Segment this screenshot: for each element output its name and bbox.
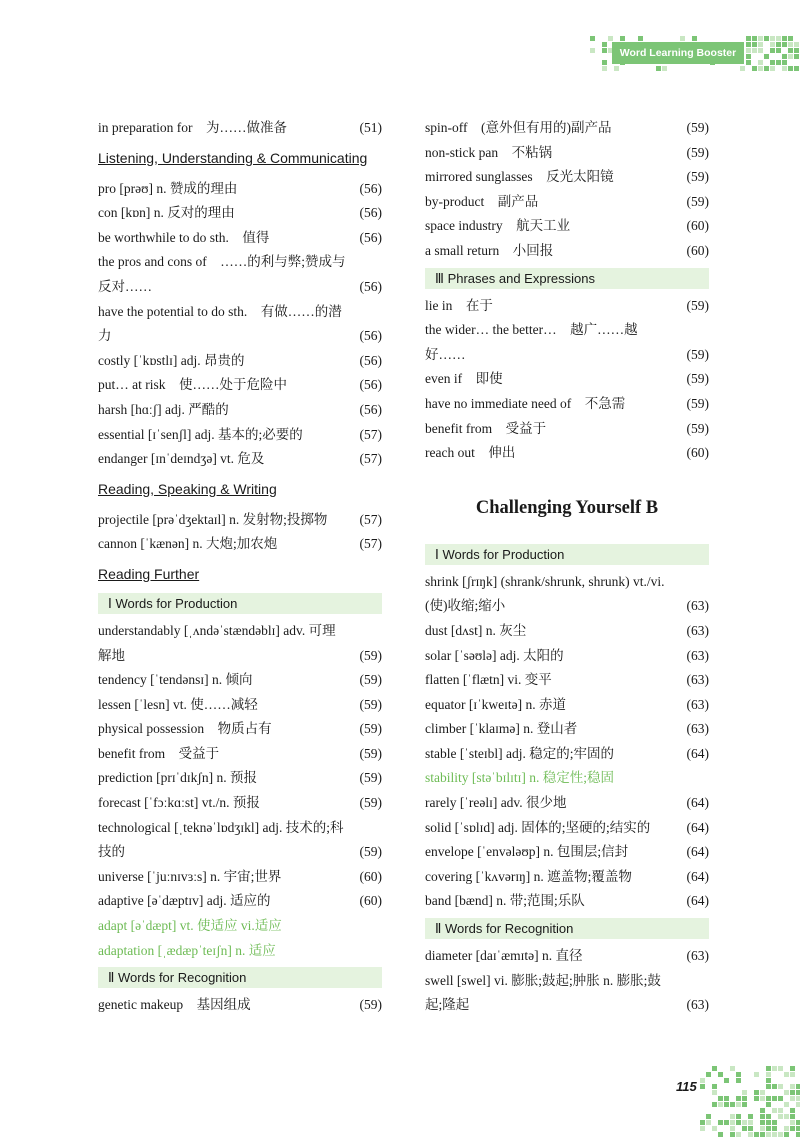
vocab-entry [425,619,709,644]
vocab-entry [98,668,382,693]
entry-page-ref: (59) [686,420,709,436]
vocab-entry [98,993,382,1018]
entry-page-ref: (64) [686,819,709,835]
entry-page-ref: (56) [359,352,382,368]
vocab-entry [425,668,709,693]
entry-page-ref: (59) [686,346,709,362]
entry-text: be worthwhile to do sth. 值得 [98,229,270,245]
vocab-entry [425,693,709,718]
entry-text: put… at risk 使……处于危险中 [98,377,287,393]
entry-text: adaptation [ˌædæpˈteɪʃn] n. 适应 [98,942,276,958]
section-heading: Reading, Speaking & Writing [98,480,277,497]
entry-text: band [bænd] n. 带;范围;乐队 [425,893,585,909]
vocab-entry [98,250,382,299]
entry-page-ref: (59) [686,144,709,160]
entry-page-ref: (59) [686,169,709,185]
entry-text: have no immediate need of 不急需 [425,395,626,411]
entry-page-ref: (63) [686,997,709,1013]
entry-page-ref: (56) [359,229,382,245]
entry-text: in preparation for 为……做准备 [98,120,287,135]
entry-text: adapt [əˈdæpt] vt. 使适应 vi.适应 [98,918,282,934]
vocab-entry [425,742,709,767]
vocab-entry [425,717,709,742]
subsection-bar: Ⅱ Words for Recognition [98,967,382,988]
subsection-bar: Ⅰ Words for Production [425,544,709,565]
entry-text: cannon [ˈkænən] n. 大炮;加农炮 [98,536,278,552]
pixel-decoration-bottom [700,1066,800,1138]
entry-text: technological [ˌteknəˈlɒdʒɪkl] adj. 技术的;科技的 [98,819,344,860]
entry-page-ref: (59) [359,721,382,737]
entry-text: swell [swel] vi. 膨胀;鼓起;肿胀 n. 膨胀;鼓起;隆起 [425,972,661,1013]
entry-page-ref: (59) [359,647,382,663]
entry-text: reach out 伸出 [425,445,516,461]
entry-text: even if 即使 [425,371,503,387]
entry-text: diameter [daɪˈæmɪtə] n. 直径 [425,948,583,964]
entry-text: con [kɒn] n. 反对的理由 [98,205,235,221]
entry-page-ref: (64) [686,745,709,761]
entry-page-ref: (56) [359,401,382,417]
entry-page-ref: (63) [686,672,709,688]
vocab-entry [425,889,709,914]
vocab-entry [98,619,382,668]
entry-text: rarely [ˈreəlɪ] adv. 很少地 [425,795,567,811]
vocab-entry [98,398,382,423]
entry-page-ref: (56) [359,205,382,221]
page-number: 115 [676,1079,697,1094]
vocab-entry [425,190,709,215]
entry-page-ref: (63) [686,598,709,614]
entry-text: solar [ˈsəʊlə] adj. 太阳的 [425,647,564,663]
entry-text: benefit from 受益于 [425,420,547,436]
entry-page-ref: (59) [686,297,709,313]
vocab-entry [425,570,709,619]
entry-text: covering [ˈkʌvərɪŋ] n. 遮盖物;覆盖物 [425,868,632,884]
entry-page-ref: (57) [359,451,382,467]
entry-page-ref: (59) [686,371,709,387]
entry-page-ref: (63) [686,696,709,712]
vocab-entry [98,116,382,141]
entry-page-ref: (59) [686,120,709,135]
entry-page-ref: (63) [686,647,709,663]
entry-page-ref: (51) [359,120,382,135]
vocab-entry [98,447,382,472]
vocab-entry [98,177,382,202]
related-word-entry [98,939,382,964]
section-heading: Reading Further [98,565,200,582]
entry-page-ref: (60) [359,893,382,909]
vocab-entry [425,417,709,442]
vocab-entry [425,441,709,466]
entry-page-ref: (59) [359,696,382,712]
entry-text: genetic makeup 基因组成 [98,997,251,1013]
entry-page-ref: (56) [359,180,382,196]
unit-title: Challenging Yourself B [475,497,659,518]
entry-page-ref: (63) [686,622,709,638]
entry-page-ref: (60) [686,218,709,234]
entry-text: benefit from 受益于 [98,745,220,761]
entry-page-ref: (60) [686,445,709,461]
entry-text: dust [dʌst] n. 灰尘 [425,622,527,638]
entry-page-ref: (56) [359,328,382,344]
entry-page-ref: (57) [359,511,382,527]
entry-text: the wider… the better… 越广……越好…… [425,322,638,362]
vocab-entry [425,791,709,816]
entry-text: forecast [ˈfɔːkɑːst] vt./n. 预报 [98,795,260,811]
entry-text: space industry 航天工业 [425,218,571,234]
left-column [98,116,382,1018]
vocab-entry [425,865,709,890]
subsection-bar: Ⅲ Phrases and Expressions [425,268,709,289]
entry-text: shrink [ʃrɪŋk] (shrank/shrunk, shrunk) vt./vi. (使)收缩;缩小 [425,573,665,614]
entry-text: have the potential to do sth. 有做……的潜力 [98,303,342,344]
entry-text: flatten [ˈflætn] vi. 变平 [425,672,552,688]
entry-page-ref: (64) [686,844,709,860]
entry-text: stable [ˈsteɪbl] adj. 稳定的;牢固的 [425,745,614,761]
vocab-entry [425,294,709,319]
entry-page-ref: (56) [359,278,382,294]
related-word-entry [98,914,382,939]
entry-page-ref: (59) [359,997,382,1013]
entry-text: essential [ɪˈsenʃl] adj. 基本的;必要的 [98,426,303,442]
vocab-entry [425,214,709,239]
vocab-entry [425,239,709,264]
entry-text: harsh [hɑːʃ] adj. 严酷的 [98,401,229,417]
entry-text: stability [stəˈbɪlɪtɪ] n. 稳定性;稳固 [425,770,614,786]
vocab-entry [98,791,382,816]
entry-page-ref: (64) [686,795,709,811]
vocab-entry [425,644,709,669]
vocab-entry [425,816,709,841]
entry-text: endanger [ɪnˈdeɪndʒə] vt. 危及 [98,451,265,467]
vocab-entry [98,373,382,398]
entry-page-ref: (63) [686,948,709,964]
right-column [425,116,709,1018]
vocab-entry [425,840,709,865]
entry-text: climber [ˈklaɪmə] n. 登山者 [425,721,578,737]
entry-text: universe [ˈjuːnɪvɜːs] n. 宇宙;世界 [98,868,282,884]
entry-text: lessen [ˈlesn] vt. 使……减轻 [98,696,258,712]
entry-page-ref: (59) [359,745,382,761]
header-banner: Word Learning Booster [612,42,744,64]
entry-page-ref: (59) [686,395,709,411]
entry-page-ref: (63) [686,721,709,737]
entry-text: costly [ˈkɒstlɪ] adj. 昂贵的 [98,352,245,368]
vocab-entry [425,944,709,969]
vocab-entry [98,532,382,557]
entry-text: understandably [ˌʌndəˈstændəblɪ] adv. 可理解地 [98,622,336,663]
entry-text: equator [ɪˈkweɪtə] n. 赤道 [425,696,566,712]
entry-text: pro [prəʊ] n. 赞成的理由 [98,180,238,196]
vocab-entry [425,318,709,367]
vocab-entry [98,226,382,251]
entry-text: tendency [ˈtendənsɪ] n. 倾向 [98,672,253,688]
vocab-entry [425,116,709,141]
vocab-entry [425,165,709,190]
entry-text: spin-off (意外但有用的)副产品 [425,120,612,135]
entry-text: non-stick pan 不粘锅 [425,144,553,160]
vocab-entry [98,717,382,742]
entry-page-ref: (59) [686,193,709,209]
entry-page-ref: (59) [359,795,382,811]
entry-text: envelope [ˈenvələʊp] n. 包围层;信封 [425,844,629,860]
entry-page-ref: (60) [686,242,709,258]
vocab-entry [98,423,382,448]
entry-text: by-product 副产品 [425,193,539,209]
vocab-entry [98,865,382,890]
vocab-entry [98,693,382,718]
related-word-entry [425,766,709,791]
vocab-entry [98,766,382,791]
entry-page-ref: (57) [359,536,382,552]
entry-text: physical possession 物质占有 [98,721,272,737]
vocab-entry [98,889,382,914]
entry-text: solid [ˈsɒlɪd] adj. 固体的;坚硬的;结实的 [425,819,651,835]
vocab-entry [98,300,382,349]
entry-text: lie in 在于 [425,297,493,313]
vocab-entry [98,816,382,865]
vocab-entry [425,141,709,166]
section-heading: Listening, Understanding & Communicating [98,149,368,166]
entry-text: adaptive [əˈdæptɪv] adj. 适应的 [98,893,271,909]
entry-page-ref: (59) [359,672,382,688]
vocab-entry [425,367,709,392]
vocab-entry [425,969,709,1018]
entry-text: prediction [prɪˈdɪkʃn] n. 预报 [98,770,257,786]
entry-page-ref: (64) [686,868,709,884]
subsection-bar: Ⅱ Words for Recognition [425,918,709,939]
vocab-entry [98,349,382,374]
entry-text: the pros and cons of ……的利与弊;赞成与反对…… [98,254,346,294]
entry-page-ref: (60) [359,868,382,884]
entry-page-ref: (57) [359,426,382,442]
vocab-entry [98,201,382,226]
entry-page-ref: (64) [686,893,709,909]
entry-page-ref: (59) [359,770,382,786]
entry-text: a small return 小回报 [425,242,554,258]
subsection-bar: Ⅰ Words for Production [98,593,382,614]
entry-page-ref: (59) [359,844,382,860]
entry-page-ref: (56) [359,377,382,393]
vocab-entry [98,508,382,533]
entry-text: projectile [prəˈdʒektaɪl] n. 发射物;投掷物 [98,511,328,527]
entry-text: mirrored sunglasses 反光太阳镜 [425,169,614,185]
vocab-entry [425,392,709,417]
vocab-entry [98,742,382,767]
